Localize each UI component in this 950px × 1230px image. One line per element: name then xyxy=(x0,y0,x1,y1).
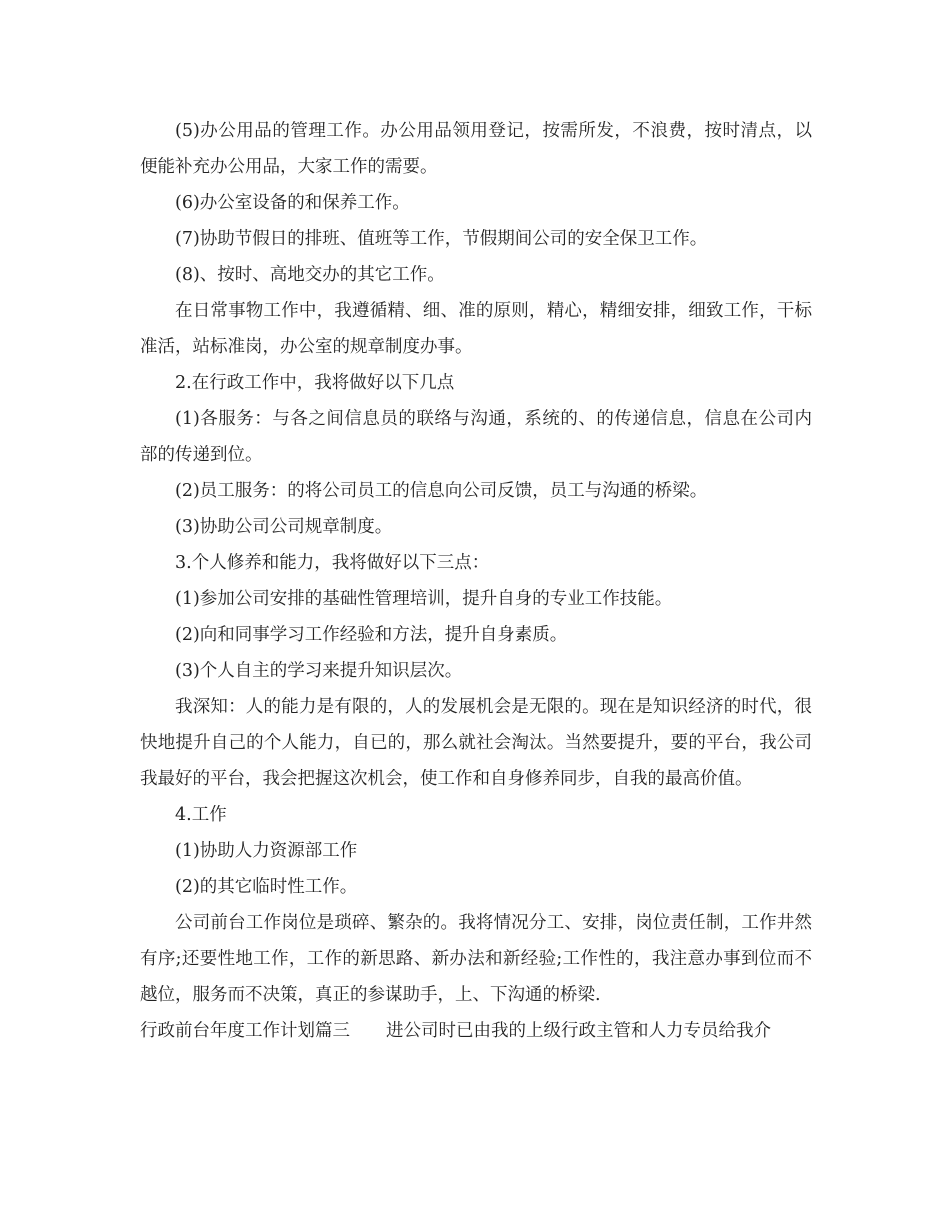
section-heading-admin-work: 2.在行政工作中，我将做好以下几点 xyxy=(175,373,455,393)
paragraph-other-tasks: (8)、按时、高地交办的其它工作。 xyxy=(175,265,445,285)
paragraph-department-service: (1)各服务：与各之间信息员的联络与沟通，系统的、的传递信息，信息在公司内部的传递到位。 xyxy=(140,409,812,465)
paragraph-knowledge-economy: 我深知：人的能力是有限的，人的发展机会是无限的。现在是知识经济的时代，很快地提升自己的个人能力，自已的，那么就社会淘汰。当然要提升，要的平台，我公司我最好的平台，我会把握这次机会，使工作和自身修养同步，自我的最高价值。 xyxy=(140,697,812,789)
paragraph-training: (1)参加公司安排的基础性管理培训，提升自身的专业工作技能。 xyxy=(175,589,673,609)
section-heading-work: 4.工作 xyxy=(175,805,227,825)
next-section-lead-text: 进公司时已由我的上级行政主管和人力专员给我介 xyxy=(386,1021,771,1041)
paragraph-front-desk-summary: 公司前台工作岗位是琐碎、繁杂的。我将情况分工、安排，岗位责任制，工作井然有序;还要性地工作，工作的新思路、新办法和新经验;工作性的，我注意办事到位而不越位，服务而不决策，真正的参谋助手，上、下沟通的桥梁. xyxy=(140,913,812,1005)
paragraph-holiday-duty: (7)协助节假日的排班、值班等工作，节假期间公司的安全保卫工作。 xyxy=(175,229,708,249)
document-body xyxy=(140,113,812,1049)
paragraph-office-equipment: (6)办公室设备的和保养工作。 xyxy=(175,193,410,213)
paragraph-office-supplies: (5)办公用品的管理工作。办公用品领用登记，按需所发，不浪费，按时清点，以便能补充办公用品，大家工作的需要。 xyxy=(140,121,812,177)
section-heading-personal-ability: 3.个人修养和能力，我将做好以下三点： xyxy=(175,553,490,573)
paragraph-temporary-work: (2)的其它临时性工作。 xyxy=(175,877,358,897)
next-section-title: 行政前台年度工作计划篇三 xyxy=(140,1021,350,1041)
paragraph-employee-service: (2)员工服务：的将公司员工的信息向公司反馈，员工与沟通的桥梁。 xyxy=(175,481,708,501)
paragraph-learn-from-colleagues: (2)向和同事学习工作经验和方法，提升自身素质。 xyxy=(175,625,568,645)
paragraph-rules: (3)协助公司公司规章制度。 xyxy=(175,517,393,537)
paragraph-hr-assist: (1)协助人力资源部工作 xyxy=(175,841,358,861)
paragraph-daily-work: 在日常事物工作中，我遵循精、细、准的原则，精心，精细安排，细致工作，干标准活，站标准岗，办公室的规章制度办事。 xyxy=(140,301,812,357)
next-section-line xyxy=(140,1013,812,1049)
paragraph-self-study: (3)个人自主的学习来提升知识层次。 xyxy=(175,661,463,681)
